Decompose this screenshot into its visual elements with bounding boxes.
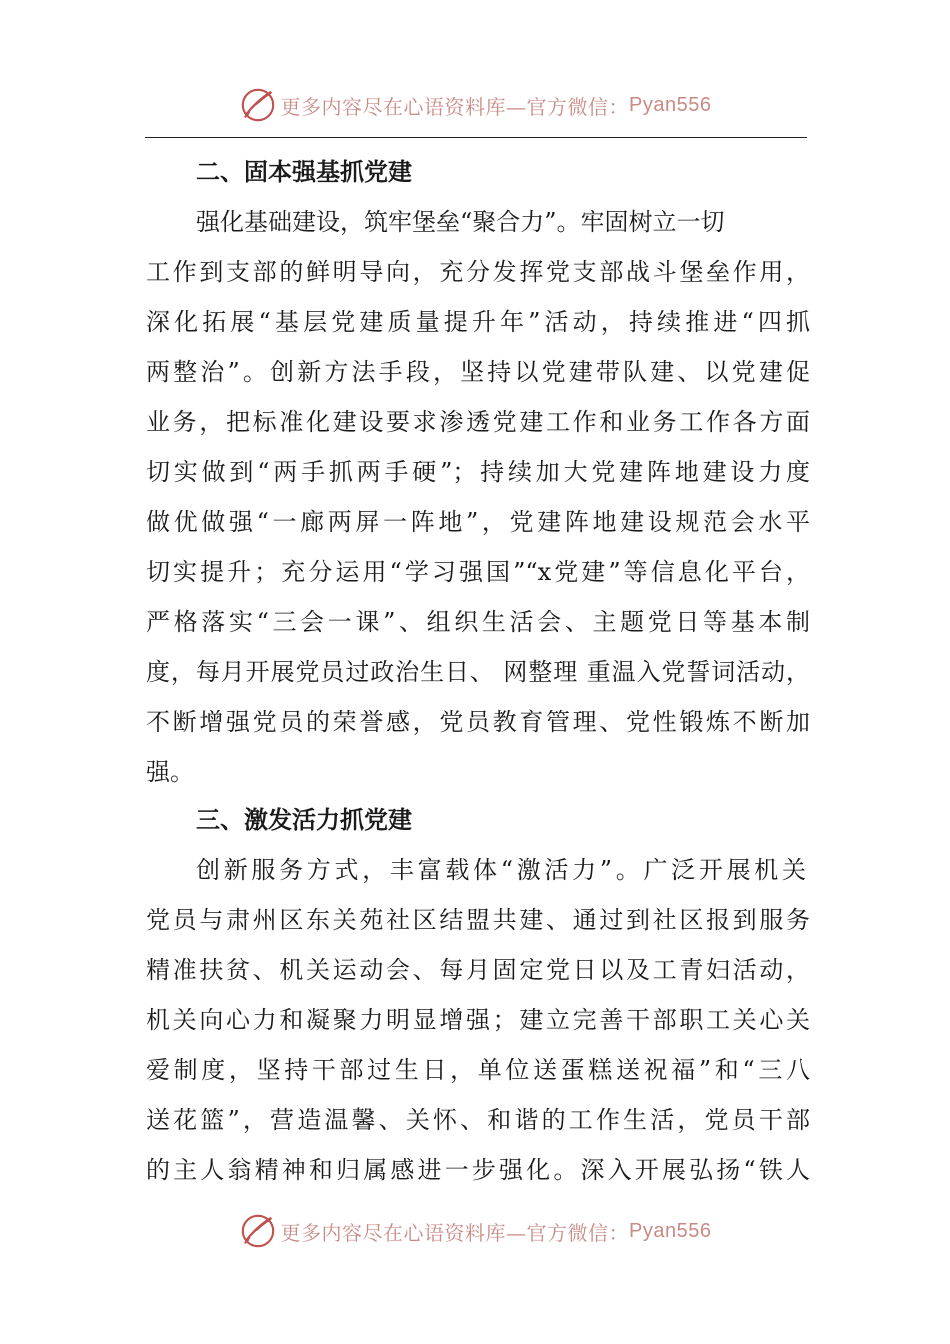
paragraph-line: 深化拓展“基层党建质量提升年”活动，持续推进“四抓	[146, 308, 810, 336]
paragraph-line: 的主人翁精神和归属感进一步强化。深入开展弘扬“铁人	[146, 1156, 810, 1184]
paragraph-line: 做优做强“一廊两屏一阵地”，党建阵地建设规范会水平	[146, 508, 810, 536]
paragraph-line: 创新服务方式，丰富载体“激活力”。广泛开展机关	[196, 856, 806, 884]
banner-text: 更多内容尽在心语资料库—官方微信：	[280, 94, 630, 119]
paragraph-line: 切实做到“两手抓两手硬”；持续加大党建阵地建设力度	[146, 458, 810, 486]
paragraph-line: 工作到支部的鲜明导向，充分发挥党支部战斗堡垒作用，	[146, 258, 810, 286]
paragraph-line: 严格落实“三会一课”、组织生活会、主题党日等基本制	[146, 608, 810, 636]
section-heading-3: 三、激发活力抓党建	[196, 806, 412, 834]
paragraph-line: 强。	[146, 758, 194, 786]
paragraph-line: 爱制度，坚持干部过生日，单位送蛋糕送祝福”和“三八	[146, 1056, 810, 1084]
paragraph-line: 精准扶贫、机关运动会、每月固定党日以及工青妇活动，	[146, 956, 810, 984]
paragraph-line: 强化基础建设，筑牢堡垒“聚合力”。牢固树立一切	[196, 208, 725, 236]
pen-logo-icon	[239, 86, 277, 124]
wechat-id: Pyan556	[629, 1219, 712, 1242]
banner-text: 更多内容尽在心语资料库—官方微信：	[280, 1220, 630, 1245]
header-rule	[145, 137, 807, 138]
header-banner	[0, 80, 950, 130]
paragraph-line: 党员与肃州区东关苑社区结盟共建、通过到社区报到服务	[146, 906, 810, 934]
footer-banner	[0, 1206, 950, 1256]
paragraph-line: 两整治”。创新方法手段，坚持以党建带队建、以党建促	[146, 358, 810, 386]
pen-logo-icon	[239, 1212, 277, 1250]
paragraph-line: 不断增强党员的荣誉感，党员教育管理、党性锻炼不断加	[146, 708, 810, 736]
paragraph-line: 切实提升；充分运用“学习强国”“x党建”等信息化平台，	[146, 558, 810, 586]
paragraph-line: 送花篮”，营造温馨、关怀、和谐的工作生活，党员干部	[146, 1106, 810, 1134]
paragraph-line: 业务，把标准化建设要求渗透党建工作和业务工作各方面	[146, 408, 810, 436]
wechat-id: Pyan556	[629, 93, 712, 116]
section-heading-2: 二、固本强基抓党建	[196, 158, 412, 186]
paragraph-line: 度，每月开展党员过政治生日、 网整理 重温入党誓词活动，	[146, 658, 810, 686]
paragraph-line: 机关向心力和凝聚力明显增强；建立完善干部职工关心关	[146, 1006, 810, 1034]
